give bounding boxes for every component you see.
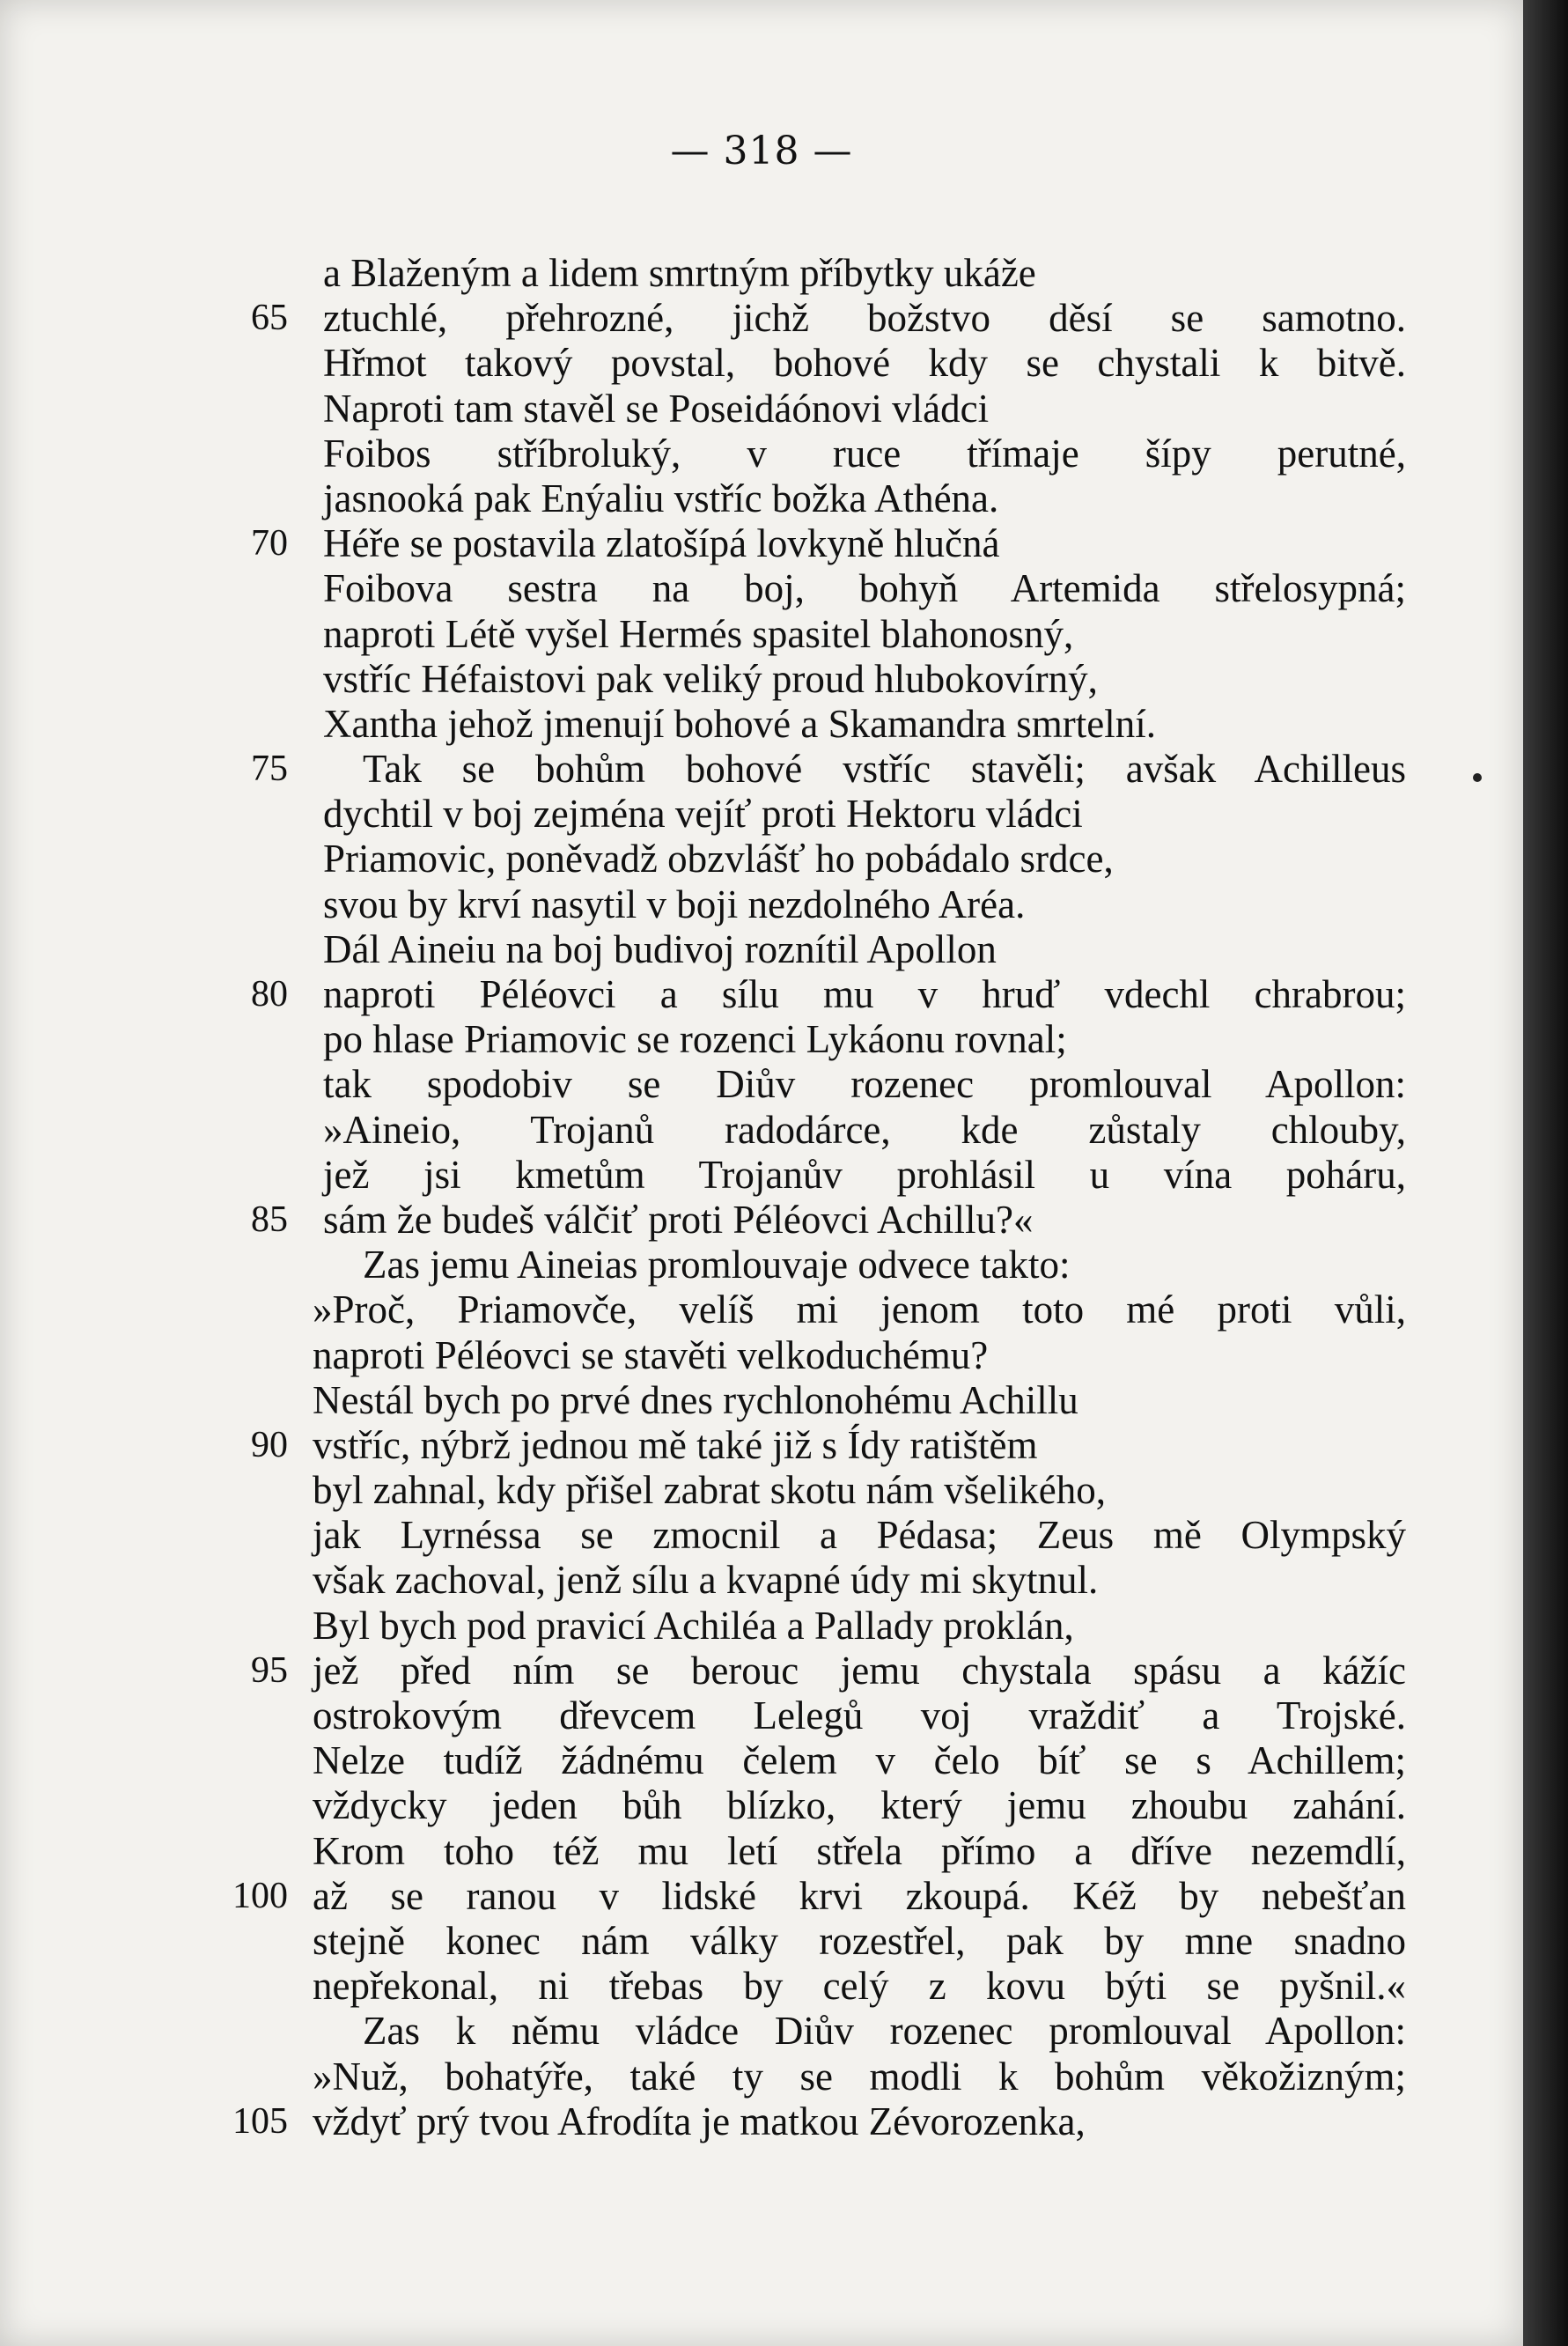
verse-text: vstříc, nýbrž jednou mě také již s Ídy ratištěm	[313, 1422, 1038, 1467]
verse-text: Dál Aineiu na boj budivoj roznítil Apollon	[323, 926, 997, 971]
verse-line	[0, 1874, 1523, 1919]
verse-text: Naproti tam stavěl se Poseidáónovi vládci	[323, 386, 990, 431]
verse-line	[0, 702, 1523, 747]
verse-text: Byl bych pod pravicí Achiléa a Pallady proklán,	[313, 1603, 1074, 1648]
verse-text: po hlase Priamovic se rozenci Lykáonu rovnal;	[323, 1017, 1067, 1062]
verse-text: svou by krví nasytil v boji nezdolného Aréa.	[323, 882, 1026, 926]
verse-text: jež jsi kmetům Trojanův prohlásil u vína poháru,	[323, 1152, 1406, 1197]
verse-text: vždycky jeden bůh blízko, který jemu zhoubu zahání.	[313, 1783, 1406, 1828]
verse-text: »Proč, Priamovče, velíš mi jenom toto mé proti vůli,	[313, 1287, 1406, 1332]
verse-line	[0, 1062, 1523, 1107]
verse-line	[0, 1378, 1523, 1423]
verse-line	[0, 432, 1523, 476]
verse-text: ostrokovým dřevcem Lelegů voj vraždiť a Trojské.	[313, 1693, 1406, 1737]
verse-text: a Blaženým a lidem smrtným příbytky ukáže	[323, 251, 1036, 295]
verse-line	[0, 2055, 1523, 2099]
verse-text: stejně konec nám války rozestřel, pak by mne snadno	[313, 1918, 1406, 1963]
verse-line	[0, 296, 1523, 341]
verse-text: naproti Létě vyšel Hermés spasitel blahonosný,	[323, 611, 1074, 656]
verse-text: vstříc Héfaistovi pak veliký proud hlubokovírný,	[323, 656, 1098, 701]
verse-text: byl zahnal, kdy přišel zabrat skotu nám všelikého,	[313, 1468, 1107, 1513]
line-number: 90	[251, 1424, 288, 1465]
verse-text: jež před ním se berouc jemu chystala spásu a kážíc	[313, 1648, 1406, 1693]
verse-line	[0, 1693, 1523, 1738]
verse-text: dychtil v boj zejména vejíť proti Hektoru vládci	[323, 792, 1083, 837]
verse-line	[0, 1604, 1523, 1649]
line-number: 95	[251, 1649, 288, 1691]
verse-line	[0, 1513, 1523, 1558]
verse-line	[0, 1333, 1523, 1378]
verse-line	[0, 1108, 1523, 1153]
verse-text: naproti Péléovci se stavěti velkoduchému?	[313, 1332, 989, 1377]
verse-text: až se ranou v lidské krvi zkoupá. Kéž by nebešťan	[313, 1873, 1406, 1918]
verse-line	[0, 1198, 1523, 1243]
line-number: 70	[251, 523, 288, 564]
verse-line	[0, 1017, 1523, 1062]
verse-text: sám že budeš válčiť proti Péléovci Achillu?«	[323, 1197, 1034, 1242]
verse-line	[0, 251, 1523, 296]
line-number: 100	[232, 1875, 288, 1916]
verse-text: však zachoval, jenž sílu a kvapné údy mi skytnul.	[313, 1558, 1099, 1603]
line-number: 85	[251, 1199, 288, 1240]
verse-text: »Aineio, Trojanů radodárce, kde zůstaly chlouby,	[323, 1107, 1406, 1152]
verse-line	[0, 1423, 1523, 1468]
verse-line	[0, 837, 1523, 882]
verse-line	[0, 387, 1523, 432]
verse-line	[0, 657, 1523, 702]
margin-dot	[1473, 773, 1482, 782]
verse-line	[0, 792, 1523, 837]
page-number: — 318 —	[670, 129, 853, 173]
verse-text: Foibos stříbroluký, v ruce třímaje šípy perutné,	[323, 431, 1406, 476]
verse-text: Tak se bohům bohové vstříc stavěli; avšak Achilleus	[363, 747, 1406, 792]
verse-line	[0, 1964, 1523, 2009]
verse-line	[0, 972, 1523, 1017]
verse-line	[0, 1783, 1523, 1828]
verse-text: Nestál bych po prvé dnes rychlonohému Achillu	[313, 1377, 1078, 1422]
verse-text: naproti Péléovci a sílu mu v hruď vdechl chrabrou;	[323, 972, 1406, 1016]
verse-line	[0, 1738, 1523, 1783]
verse-line	[0, 1153, 1523, 1198]
verse-line	[0, 1649, 1523, 1693]
verse-text: Zas jemu Aineias promlouvaje odvece takto:	[363, 1243, 1071, 1287]
verse-text: Zas k němu vládce Diův rozenec promlouval Apollon:	[363, 2009, 1406, 2054]
verse-line	[0, 566, 1523, 611]
verse-line	[0, 341, 1523, 386]
verse-text: vždyť prý tvou Afrodíta je matkou Zévorozenka,	[313, 2099, 1086, 2143]
page-edge-shadow	[1523, 0, 1568, 2346]
line-number: 65	[251, 298, 288, 339]
verse-lines	[0, 251, 1523, 2144]
verse-line	[0, 882, 1523, 927]
verse-text: jak Lyrnéssa se zmocnil a Pédasa; Zeus mě Olympský	[313, 1513, 1406, 1558]
verse-line	[0, 2009, 1523, 2054]
verse-text: Priamovic, poněvadž obzvlášť ho pobádalo srdce,	[323, 837, 1114, 882]
verse-line	[0, 1243, 1523, 1287]
verse-text: nepřekonal, ni třebas by celý z kovu býti se pyšnil.«	[313, 1964, 1406, 2009]
verse-text: Hřmot takový povstal, bohové kdy se chystali k bitvě.	[323, 341, 1406, 386]
verse-line	[0, 747, 1523, 792]
verse-text: Krom toho též mu letí střela přímo a dříve nezemdlí,	[313, 1828, 1406, 1873]
verse-line	[0, 1468, 1523, 1513]
verse-line	[0, 1558, 1523, 1603]
verse-text: »Nuž, bohatýře, také ty se modli k bohům věkožizným;	[313, 2054, 1406, 2099]
line-number: 75	[251, 749, 288, 790]
verse-line	[0, 927, 1523, 972]
verse-line	[0, 1829, 1523, 1874]
verse-line	[0, 1919, 1523, 1964]
line-number: 80	[251, 974, 288, 1014]
verse-line	[0, 1287, 1523, 1332]
verse-text: tak spodobiv se Diův rozenec promlouval Apollon:	[323, 1062, 1406, 1107]
verse-line	[0, 2099, 1523, 2144]
verse-text: ztuchlé, přehrozné, jichž božstvo děsí se samotno.	[323, 296, 1406, 341]
verse-text: jasnooká pak Enýaliu vstříc božka Athéna.	[323, 476, 999, 520]
verse-text: Foibova sestra na boj, bohyň Artemida střelosypná;	[323, 566, 1406, 611]
verse-line	[0, 476, 1523, 521]
verse-line	[0, 612, 1523, 657]
verse-line	[0, 521, 1523, 566]
verse-text: Xantha jehož jmenují bohové a Skamandra smrtelní.	[323, 701, 1156, 746]
line-number: 105	[232, 2100, 288, 2142]
verse-text: Nelze tudíž žádnému čelem v čelo bíť se s Achillem;	[313, 1738, 1406, 1783]
verse-text: Héře se postavila zlatošípá lovkyně hlučná	[323, 521, 1000, 566]
